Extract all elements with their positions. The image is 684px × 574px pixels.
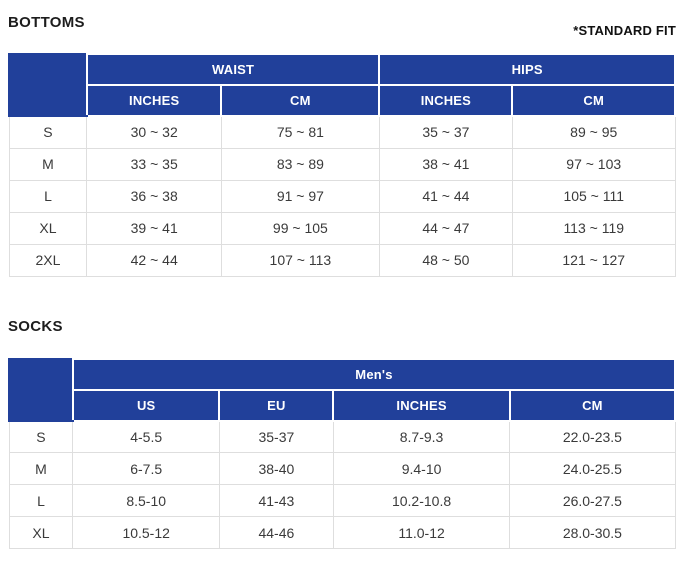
table-row (9, 485, 675, 517)
bottoms-title: BOTTOMS (8, 14, 85, 31)
value-cell: 8.5-10 (73, 485, 220, 517)
bottoms-group-hips: HIPS (379, 54, 675, 85)
socks-subheader-cm: CM (510, 390, 675, 421)
bottoms-group-header-row (9, 54, 675, 85)
value-cell: 41-43 (219, 485, 333, 517)
value-cell: 99 ~ 105 (221, 212, 379, 244)
value-cell: 10.5-12 (73, 517, 220, 549)
value-cell: 26.0-27.5 (510, 485, 675, 517)
socks-size-table (8, 358, 676, 550)
bottoms-size-table (8, 53, 676, 277)
value-cell: 38-40 (219, 453, 333, 485)
value-cell: 39 ~ 41 (87, 212, 222, 244)
size-cell: L (9, 180, 87, 212)
value-cell: 28.0-30.5 (510, 517, 675, 549)
value-cell: 36 ~ 38 (87, 180, 222, 212)
size-cell: S (9, 116, 87, 148)
value-cell: 33 ~ 35 (87, 148, 222, 180)
value-cell: 97 ~ 103 (512, 148, 675, 180)
bottoms-table-body (9, 116, 675, 276)
bottoms-section-head (8, 14, 676, 38)
value-cell: 41 ~ 44 (379, 180, 512, 212)
table-row (9, 148, 675, 180)
value-cell: 42 ~ 44 (87, 244, 222, 276)
bottoms-subheader-hips-cm: CM (512, 85, 675, 116)
value-cell: 83 ~ 89 (221, 148, 379, 180)
table-row (9, 421, 675, 453)
socks-title: SOCKS (8, 317, 63, 335)
value-cell: 22.0-23.5 (510, 421, 675, 453)
socks-subheader-eu: EU (219, 390, 333, 421)
value-cell: 11.0-12 (333, 517, 509, 549)
table-row (9, 180, 675, 212)
bottoms-subheader-waist-cm: CM (221, 85, 379, 116)
value-cell: 89 ~ 95 (512, 116, 675, 148)
bottoms-subheader-row (9, 85, 675, 116)
table-row (9, 453, 675, 485)
table-row (9, 212, 675, 244)
bottoms-section (8, 14, 676, 277)
size-cell: S (9, 421, 73, 453)
size-cell: L (9, 485, 73, 517)
socks-subheader-us: US (73, 390, 220, 421)
value-cell: 44 ~ 47 (379, 212, 512, 244)
value-cell: 30 ~ 32 (87, 116, 222, 148)
value-cell: 91 ~ 97 (221, 180, 379, 212)
value-cell: 9.4-10 (333, 453, 509, 485)
value-cell: 38 ~ 41 (379, 148, 512, 180)
value-cell: 35 ~ 37 (379, 116, 512, 148)
bottoms-corner-cell (9, 54, 87, 116)
socks-table-header (9, 359, 675, 421)
socks-section (8, 318, 676, 550)
value-cell: 10.2-10.8 (333, 485, 509, 517)
socks-subheader-row (9, 390, 675, 421)
bottoms-subheader-waist-inches: INCHES (87, 85, 222, 116)
bottoms-group-waist: WAIST (87, 54, 379, 85)
value-cell: 24.0-25.5 (510, 453, 675, 485)
bottoms-subheader-hips-inches: INCHES (379, 85, 512, 116)
socks-subheader-inches: INCHES (333, 390, 509, 421)
table-row (9, 244, 675, 276)
value-cell: 113 ~ 119 (512, 212, 675, 244)
value-cell: 48 ~ 50 (379, 244, 512, 276)
size-cell: M (9, 148, 87, 180)
value-cell: 4-5.5 (73, 421, 220, 453)
value-cell: 105 ~ 111 (512, 180, 675, 212)
socks-corner-cell (9, 359, 73, 421)
socks-section-head (8, 318, 676, 342)
standard-fit-note: *STANDARD FIT (573, 23, 676, 38)
socks-group-header-row (9, 359, 675, 390)
bottoms-table-header (9, 54, 675, 116)
size-cell: 2XL (9, 244, 87, 276)
table-row (9, 116, 675, 148)
value-cell: 44-46 (219, 517, 333, 549)
socks-table-body (9, 421, 675, 549)
table-row (9, 517, 675, 549)
value-cell: 75 ~ 81 (221, 116, 379, 148)
value-cell: 35-37 (219, 421, 333, 453)
socks-group-mens: Men's (73, 359, 675, 390)
value-cell: 8.7-9.3 (333, 421, 509, 453)
value-cell: 6-7.5 (73, 453, 220, 485)
value-cell: 107 ~ 113 (221, 244, 379, 276)
size-cell: M (9, 453, 73, 485)
value-cell: 121 ~ 127 (512, 244, 675, 276)
size-cell: XL (9, 517, 73, 549)
size-cell: XL (9, 212, 87, 244)
